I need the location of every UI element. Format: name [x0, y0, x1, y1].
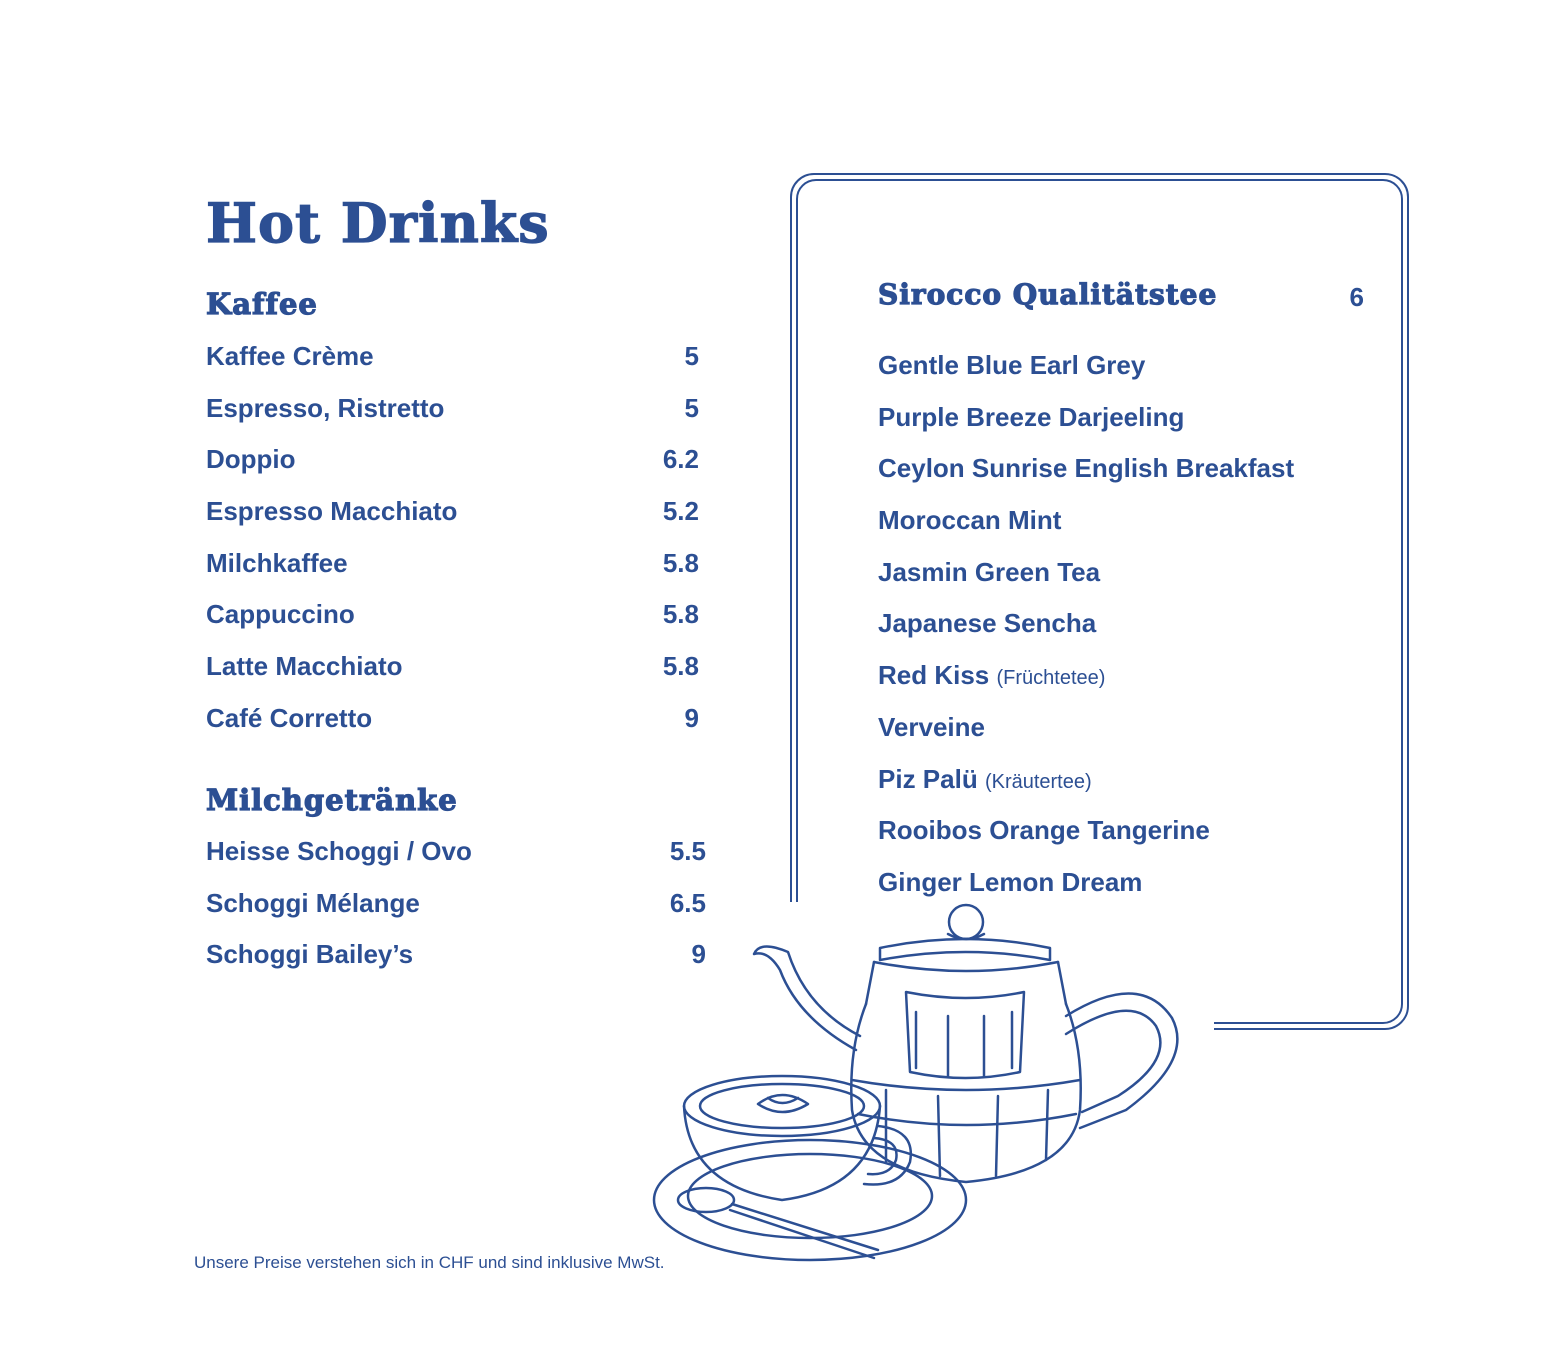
- item-price: 5: [684, 341, 699, 371]
- tea-note: (Kräutertee): [984, 770, 1092, 793]
- tea-list: [878, 350, 1378, 919]
- item-price: 5.8: [662, 599, 699, 630]
- section-heading-kaffee: Kaffee: [206, 287, 318, 321]
- tea-item: [878, 505, 1378, 557]
- item-price: 9: [684, 702, 699, 733]
- kaffee-list: [206, 341, 699, 755]
- tea-item: [878, 453, 1378, 505]
- tea-item: [878, 608, 1378, 660]
- item-name: Heisse Schoggi / Ovo: [206, 836, 472, 866]
- tea-name: Purple Breeze Darjeeling: [878, 401, 1185, 432]
- tea-name: Japanese Sencha: [878, 608, 1097, 639]
- tea-name: Gentle Blue Earl Grey: [878, 350, 1146, 380]
- menu-item: [206, 651, 699, 703]
- menu-item: [206, 939, 706, 991]
- item-price: 6.2: [662, 444, 699, 475]
- section-heading-tea: Sirocco Qualitätstee: [878, 278, 1218, 311]
- menu-item: [206, 393, 699, 445]
- tea-price: 6: [1349, 282, 1364, 312]
- tea-item: [878, 660, 1378, 712]
- menu-item: [206, 836, 706, 888]
- item-name: Café Corretto: [206, 702, 373, 733]
- tea-item: [878, 815, 1378, 867]
- tea-name: Red Kiss: [878, 660, 990, 691]
- page-title: Hot Drinks: [206, 191, 550, 255]
- section-heading-milchgetraenke: Milchgetränke: [206, 783, 458, 817]
- menu-item: [206, 703, 699, 755]
- tea-item: [878, 557, 1378, 609]
- item-name: Latte Macchiato: [206, 651, 403, 682]
- menu-item: [206, 548, 699, 600]
- tea-name: Piz Palü: [878, 763, 978, 794]
- tea-item: [878, 712, 1378, 764]
- tea-name: Jasmin Green Tea: [878, 556, 1101, 587]
- tea-name: Ceylon Sunrise English Breakfast: [878, 453, 1295, 484]
- item-name: Schoggi Mélange: [206, 887, 420, 918]
- tea-name: Moroccan Mint: [878, 505, 1062, 536]
- item-price: 5.8: [662, 547, 699, 578]
- item-name: Espresso Macchiato: [206, 496, 458, 527]
- item-price: 5.5: [669, 836, 706, 866]
- milch-list: [206, 836, 706, 991]
- tea-name: Rooibos Orange Tangerine: [878, 815, 1210, 846]
- item-price: 6.5: [669, 887, 706, 918]
- menu-item: [206, 444, 699, 496]
- menu-item: [206, 599, 699, 651]
- item-name: Schoggi Bailey’s: [206, 939, 414, 970]
- item-price: 5: [684, 392, 699, 423]
- tea-item: [878, 764, 1378, 816]
- item-name: Doppio: [206, 444, 296, 475]
- item-name: Milchkaffee: [206, 547, 348, 578]
- menu-item: [206, 496, 699, 548]
- teapot-and-cup-illustration: [648, 900, 1248, 1280]
- tea-item: [878, 402, 1378, 454]
- item-price: 9: [691, 939, 706, 970]
- price-note: Unsere Preise verstehen sich in CHF und sind inklusive MwSt.: [194, 1253, 665, 1272]
- item-price: 5.8: [662, 651, 699, 682]
- item-name: Espresso, Ristretto: [206, 392, 445, 423]
- tea-name: Verveine: [878, 711, 985, 742]
- tea-name: Ginger Lemon Dream: [878, 866, 1143, 897]
- menu-item: [206, 888, 706, 940]
- menu-item: [206, 341, 699, 393]
- tea-note: (Früchtetee): [996, 667, 1106, 690]
- item-name: Kaffee Crème: [206, 341, 374, 371]
- item-name: Cappuccino: [206, 599, 355, 630]
- tea-item: [878, 350, 1378, 402]
- item-price: 5.2: [662, 496, 699, 527]
